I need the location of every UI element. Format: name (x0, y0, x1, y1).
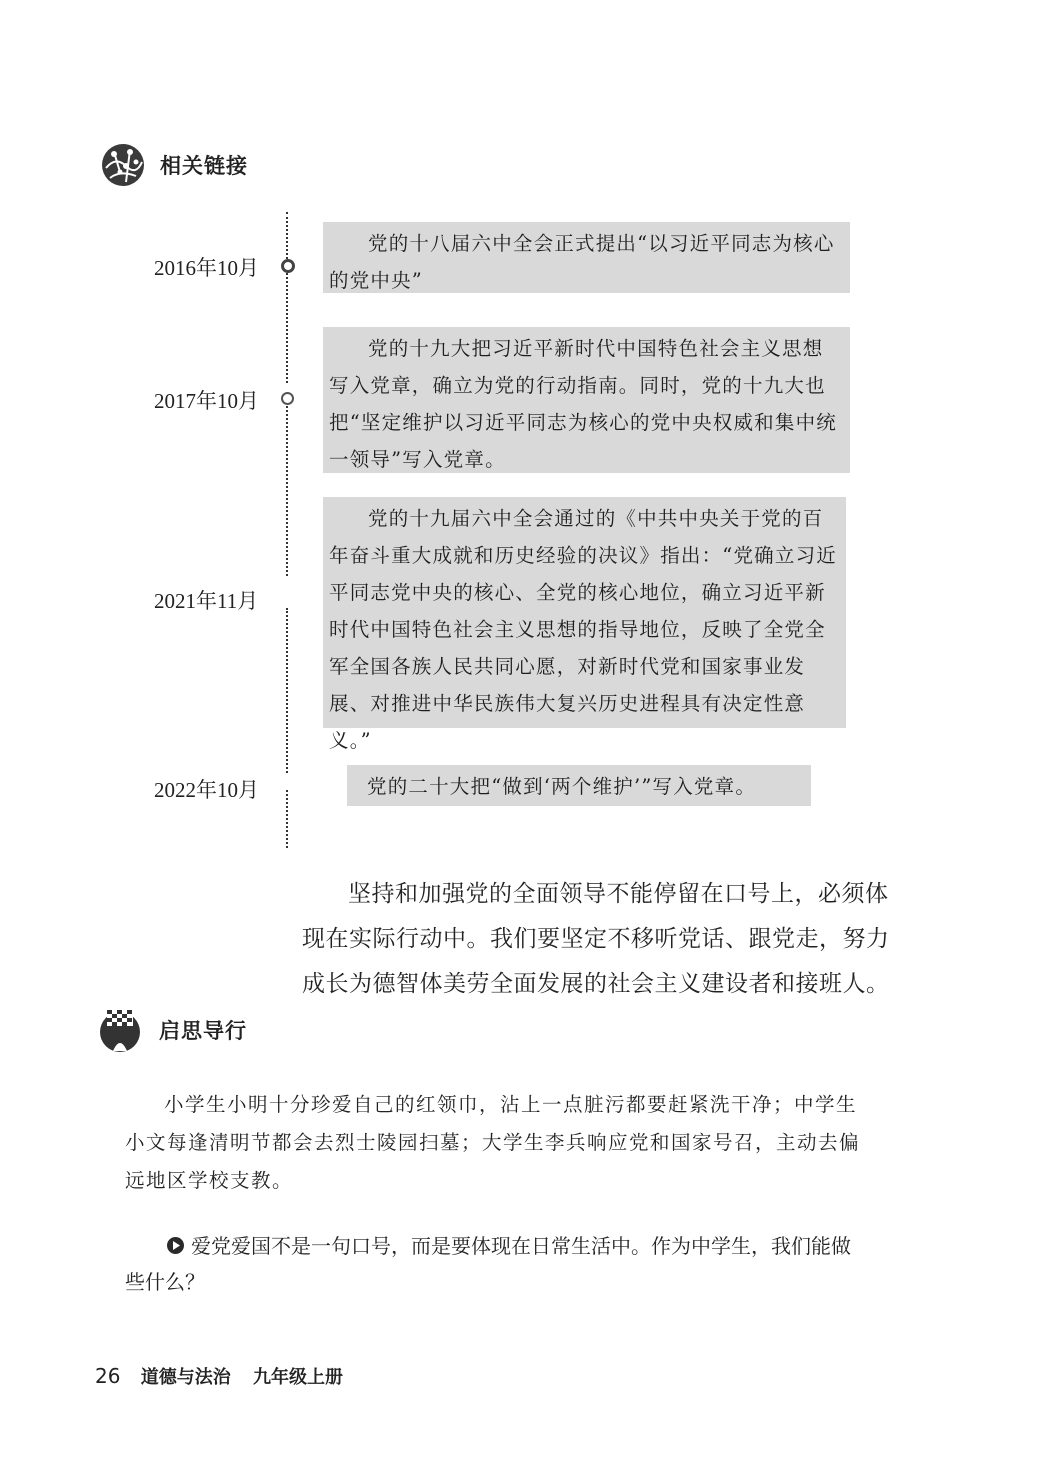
section-title-inspiration: 启思导行 (159, 1019, 247, 1043)
timeline-line-segment (286, 273, 288, 383)
page-number: 26 (95, 1364, 121, 1388)
timeline-date: 2022年10月 (154, 778, 259, 802)
timeline-event-box (323, 222, 850, 293)
inspiration-header (97, 1007, 247, 1053)
main-paragraph: 坚持和加强党的全面领导不能停留在口号上，必须体现在实际行动中。我们要坚定不移听党话、跟党走，努力成长为德智体美劳全面发展的社会主义建设者和接班人。 (302, 881, 890, 997)
timeline-date: 2021年11月 (154, 589, 259, 613)
question-text-line (125, 1228, 870, 1300)
main-paragraph-block (302, 872, 902, 1007)
volume-label: 九年级上册 (253, 1367, 344, 1388)
timeline-date: 2016年10月 (154, 256, 259, 280)
timeline-date: 2017年10月 (154, 389, 259, 413)
case-paragraph-block (125, 1086, 870, 1200)
book-title: 道德与法治 (140, 1367, 231, 1388)
page-footer (95, 1363, 343, 1389)
timeline-node (281, 259, 295, 273)
timeline-event-text: 党的十八届六中全会正式提出“以习近平同志为核心的党中央” (329, 232, 835, 292)
question-text: 爱党爱国不是一句口号，而是要体现在日常生活中。作为中学生，我们能做些什么？ (125, 1234, 851, 1294)
timeline-line-segment (286, 212, 288, 259)
timeline-node (281, 392, 294, 405)
timeline-event-box (323, 327, 850, 473)
timeline-event-box (323, 497, 846, 752)
timeline-event-box (347, 765, 811, 806)
play-bullet-icon (167, 1237, 184, 1254)
case-paragraph: 小学生小明十分珍爱自己的红领巾，沾上一点脏污都要赶紧洗干净；中学生小文每逢清明节都会去烈士陵园扫墓；大学生李兵响应党和国家号召，主动去偏远地区学校支教。 (125, 1093, 861, 1192)
timeline-event-text: 党的十九大把习近平新时代中国特色社会主义思想写入党章，确立为党的行动指南。同时，党的十九大也把“坚定维护以习近平同志为核心的党中央权威和集中统一领导”写入党章。 (329, 337, 837, 471)
section-title-related-links: 相关链接 (160, 154, 248, 178)
timeline-line-segment (286, 790, 288, 848)
timeline-line-segment (286, 406, 288, 576)
timeline-event-text: 党的二十大把“做到‘两个维护’”写入党章。 (367, 775, 757, 798)
timeline-event-text: 党的十九届六中全会通过的《中共中央关于党的百年奋斗重大成就和历史经验的决议》指出：“党确立习近平同志党中央的核心、全党的核心地位，确立习近平新时代中国特色社会主义思想的指导地位，反映了全党全军全国各族人民共同心愿，对新时代党和国家事业发展、对推进中华民族伟大复兴历史进程具有决定性意义。” (329, 507, 837, 752)
question-block (125, 1228, 870, 1300)
timeline-line-segment (286, 608, 288, 773)
globe-network-icon (100, 142, 146, 188)
chessboard-head-icon (97, 1007, 143, 1053)
related-links-header (100, 142, 248, 188)
